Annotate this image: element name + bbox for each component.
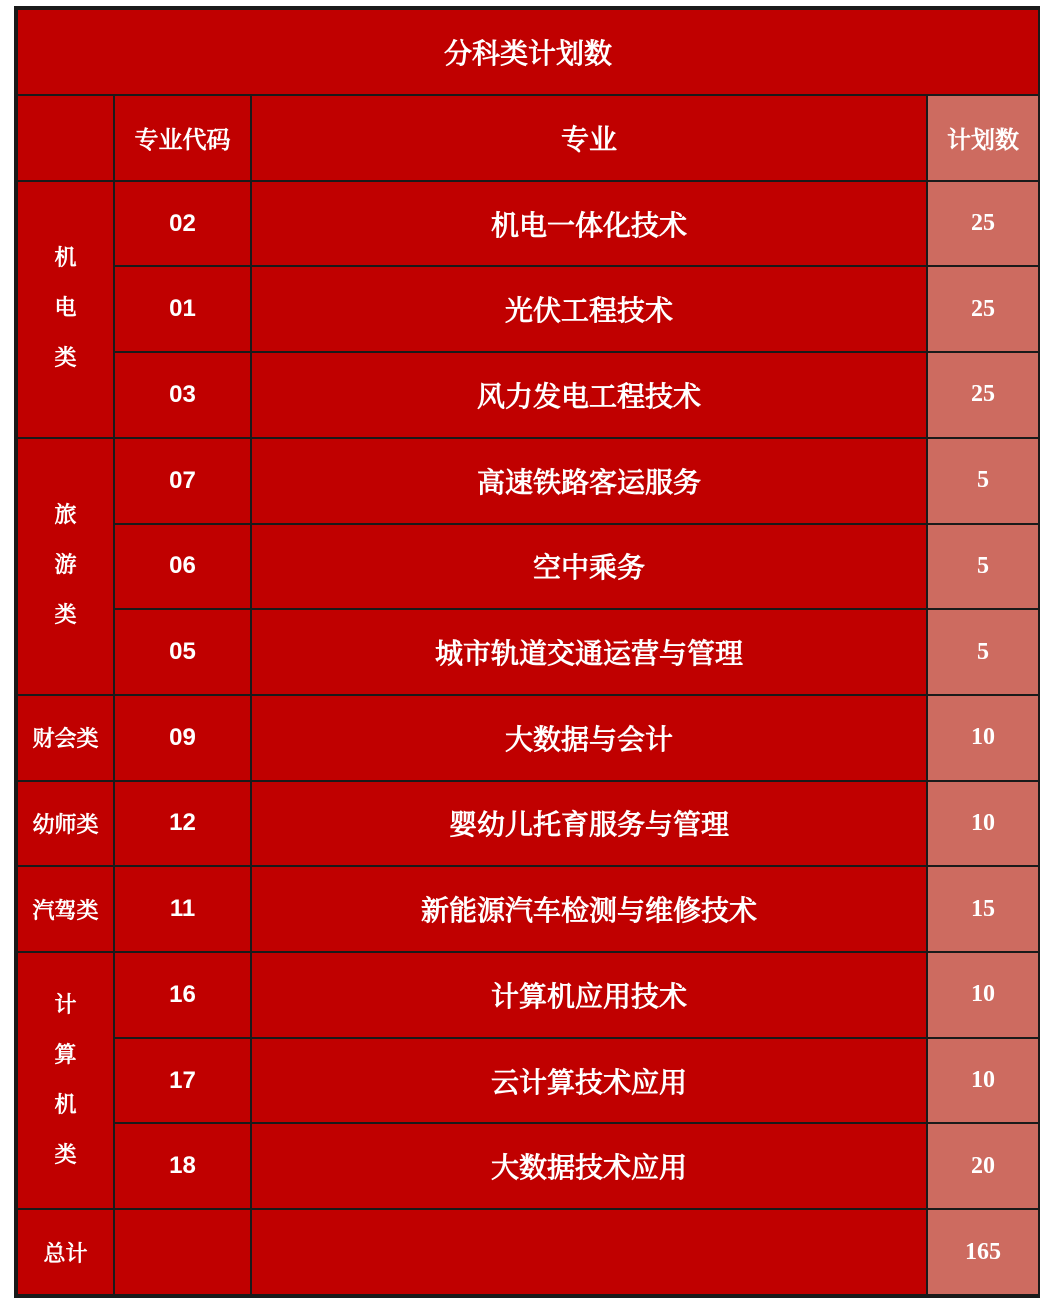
- major-code: 12: [114, 781, 251, 867]
- major-name: 风力发电工程技术: [251, 352, 927, 438]
- plan-table-container: [14, 6, 1040, 1298]
- table-row: [17, 181, 1039, 267]
- major-code: 16: [114, 952, 251, 1038]
- major-code: 03: [114, 352, 251, 438]
- category-char: 类: [54, 346, 77, 372]
- major-name: 城市轨道交通运营与管理: [251, 609, 927, 695]
- category-cell: 幼师类: [17, 781, 114, 867]
- major-name: 机电一体化技术: [251, 181, 927, 267]
- category-char: 机: [54, 246, 77, 272]
- category-char: 游: [54, 553, 77, 579]
- table-row: [17, 1038, 1039, 1124]
- major-code: 02: [114, 181, 251, 267]
- header-code: 专业代码: [114, 95, 251, 181]
- major-code: 09: [114, 695, 251, 781]
- category-char: 类: [54, 1142, 77, 1168]
- major-code: 01: [114, 266, 251, 352]
- major-name: 大数据与会计: [251, 695, 927, 781]
- major-name: 计算机应用技术: [251, 952, 927, 1038]
- table-row: [17, 524, 1039, 610]
- header-row: [17, 95, 1039, 181]
- header-category-blank: [17, 95, 114, 181]
- category-cell: [17, 952, 114, 1209]
- total-label: 总计: [17, 1209, 114, 1295]
- total-code-blank: [114, 1209, 251, 1295]
- plan-count: 10: [927, 695, 1039, 781]
- category-cell: [17, 438, 114, 695]
- plan-count: 10: [927, 781, 1039, 867]
- plan-count: 25: [927, 181, 1039, 267]
- plan-count: 15: [927, 866, 1039, 952]
- plan-count: 5: [927, 438, 1039, 524]
- total-row: [17, 1209, 1039, 1295]
- category-char: 类: [54, 603, 77, 629]
- category-cell: [17, 181, 114, 438]
- major-code: 11: [114, 866, 251, 952]
- major-code: 18: [114, 1123, 251, 1209]
- plan-table-body: [17, 9, 1039, 1295]
- category-char: 机: [54, 1092, 77, 1118]
- header-count: 计划数: [927, 95, 1039, 181]
- plan-count: 5: [927, 524, 1039, 610]
- plan-table: [16, 8, 1040, 1296]
- table-row: [17, 438, 1039, 524]
- category-char: 旅: [54, 503, 77, 529]
- major-name: 光伏工程技术: [251, 266, 927, 352]
- plan-count: 25: [927, 266, 1039, 352]
- plan-count: 10: [927, 952, 1039, 1038]
- major-name: 婴幼儿托育服务与管理: [251, 781, 927, 867]
- total-major-blank: [251, 1209, 927, 1295]
- table-row: [17, 695, 1039, 781]
- title-row: [17, 9, 1039, 95]
- table-row: [17, 352, 1039, 438]
- major-code: 07: [114, 438, 251, 524]
- category-cell: 汽驾类: [17, 866, 114, 952]
- category-char: 电: [54, 296, 77, 322]
- header-major: 专业: [251, 95, 927, 181]
- plan-count: 10: [927, 1038, 1039, 1124]
- major-name: 高速铁路客运服务: [251, 438, 927, 524]
- table-row: [17, 1123, 1039, 1209]
- plan-count: 25: [927, 352, 1039, 438]
- table-row: [17, 952, 1039, 1038]
- major-name: 云计算技术应用: [251, 1038, 927, 1124]
- plan-count: 20: [927, 1123, 1039, 1209]
- table-row: [17, 866, 1039, 952]
- major-name: 新能源汽车检测与维修技术: [251, 866, 927, 952]
- table-title: 分科类计划数: [17, 9, 1039, 95]
- major-code: 05: [114, 609, 251, 695]
- table-row: [17, 781, 1039, 867]
- major-name: 大数据技术应用: [251, 1123, 927, 1209]
- category-char: 算: [54, 1042, 77, 1068]
- plan-count: 5: [927, 609, 1039, 695]
- major-code: 17: [114, 1038, 251, 1124]
- total-count: 165: [927, 1209, 1039, 1295]
- major-code: 06: [114, 524, 251, 610]
- major-name: 空中乘务: [251, 524, 927, 610]
- table-row: [17, 266, 1039, 352]
- table-row: [17, 609, 1039, 695]
- category-char: 计: [54, 992, 77, 1018]
- category-cell: 财会类: [17, 695, 114, 781]
